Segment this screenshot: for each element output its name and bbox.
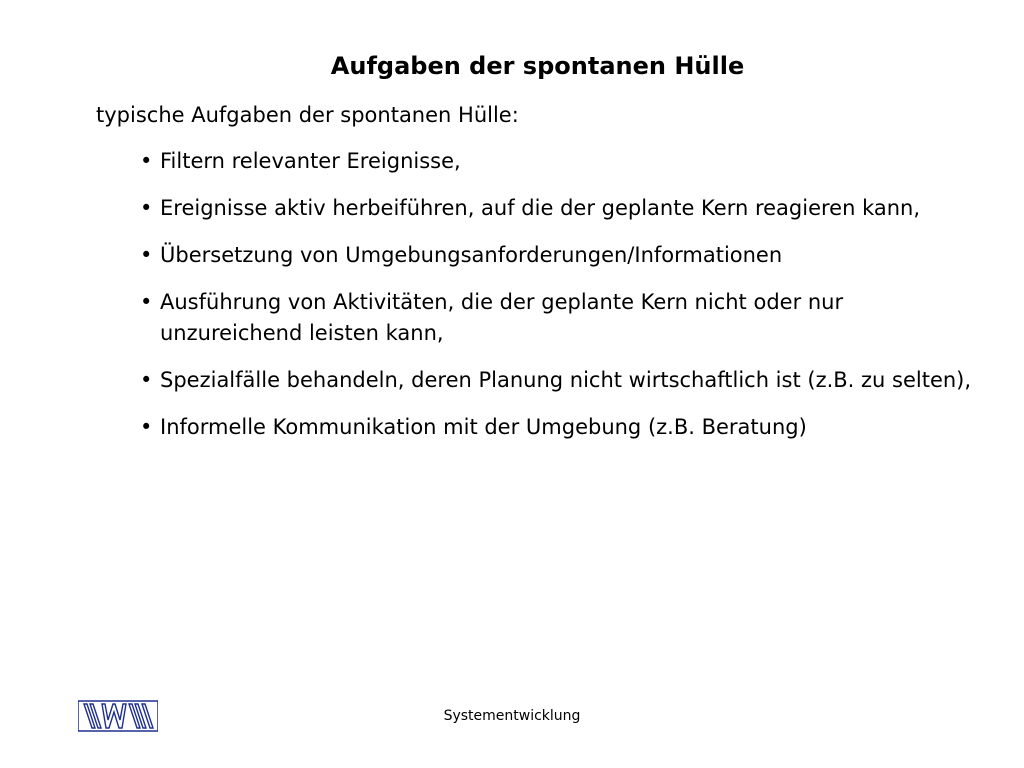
footer-label: Systementwicklung (443, 708, 581, 724)
bullet-text: Ereignisse aktiv herbeiführen, auf die der geplante Kern reagieren kann, (160, 196, 921, 220)
bullet-item (140, 193, 980, 224)
bullet-text: Übersetzung von Umgebungsanforderungen/Informationen (160, 243, 783, 267)
bullet-item (140, 412, 980, 443)
bullet-marker: • (140, 243, 153, 267)
bullet-item (140, 240, 980, 271)
bullet-text: Ausführung von Aktivitäten, die der geplante Kern nicht oder nur unzureichend leisten kann, (160, 290, 844, 345)
bullet-list (140, 146, 980, 459)
bullet-item (140, 146, 980, 177)
bullet-item (140, 365, 980, 396)
bullet-marker: • (140, 415, 153, 439)
bullet-text: Informelle Kommunikation mit der Umgebung (z.B. Beratung) (160, 415, 807, 439)
bullet-text: Spezialfälle behandeln, deren Planung nicht wirtschaftlich ist (z.B. zu selten), (160, 368, 972, 392)
bullet-item (140, 287, 980, 349)
bullet-text: Filtern relevanter Ereignisse, (160, 149, 461, 173)
bullet-marker: • (140, 196, 153, 220)
intro-text: typische Aufgaben der spontanen Hülle: (96, 103, 519, 127)
bullet-marker: • (140, 368, 153, 392)
bullet-marker: • (140, 149, 153, 173)
bullet-marker: • (140, 290, 153, 314)
slide-title: Aufgaben der spontanen Hülle (330, 52, 745, 80)
